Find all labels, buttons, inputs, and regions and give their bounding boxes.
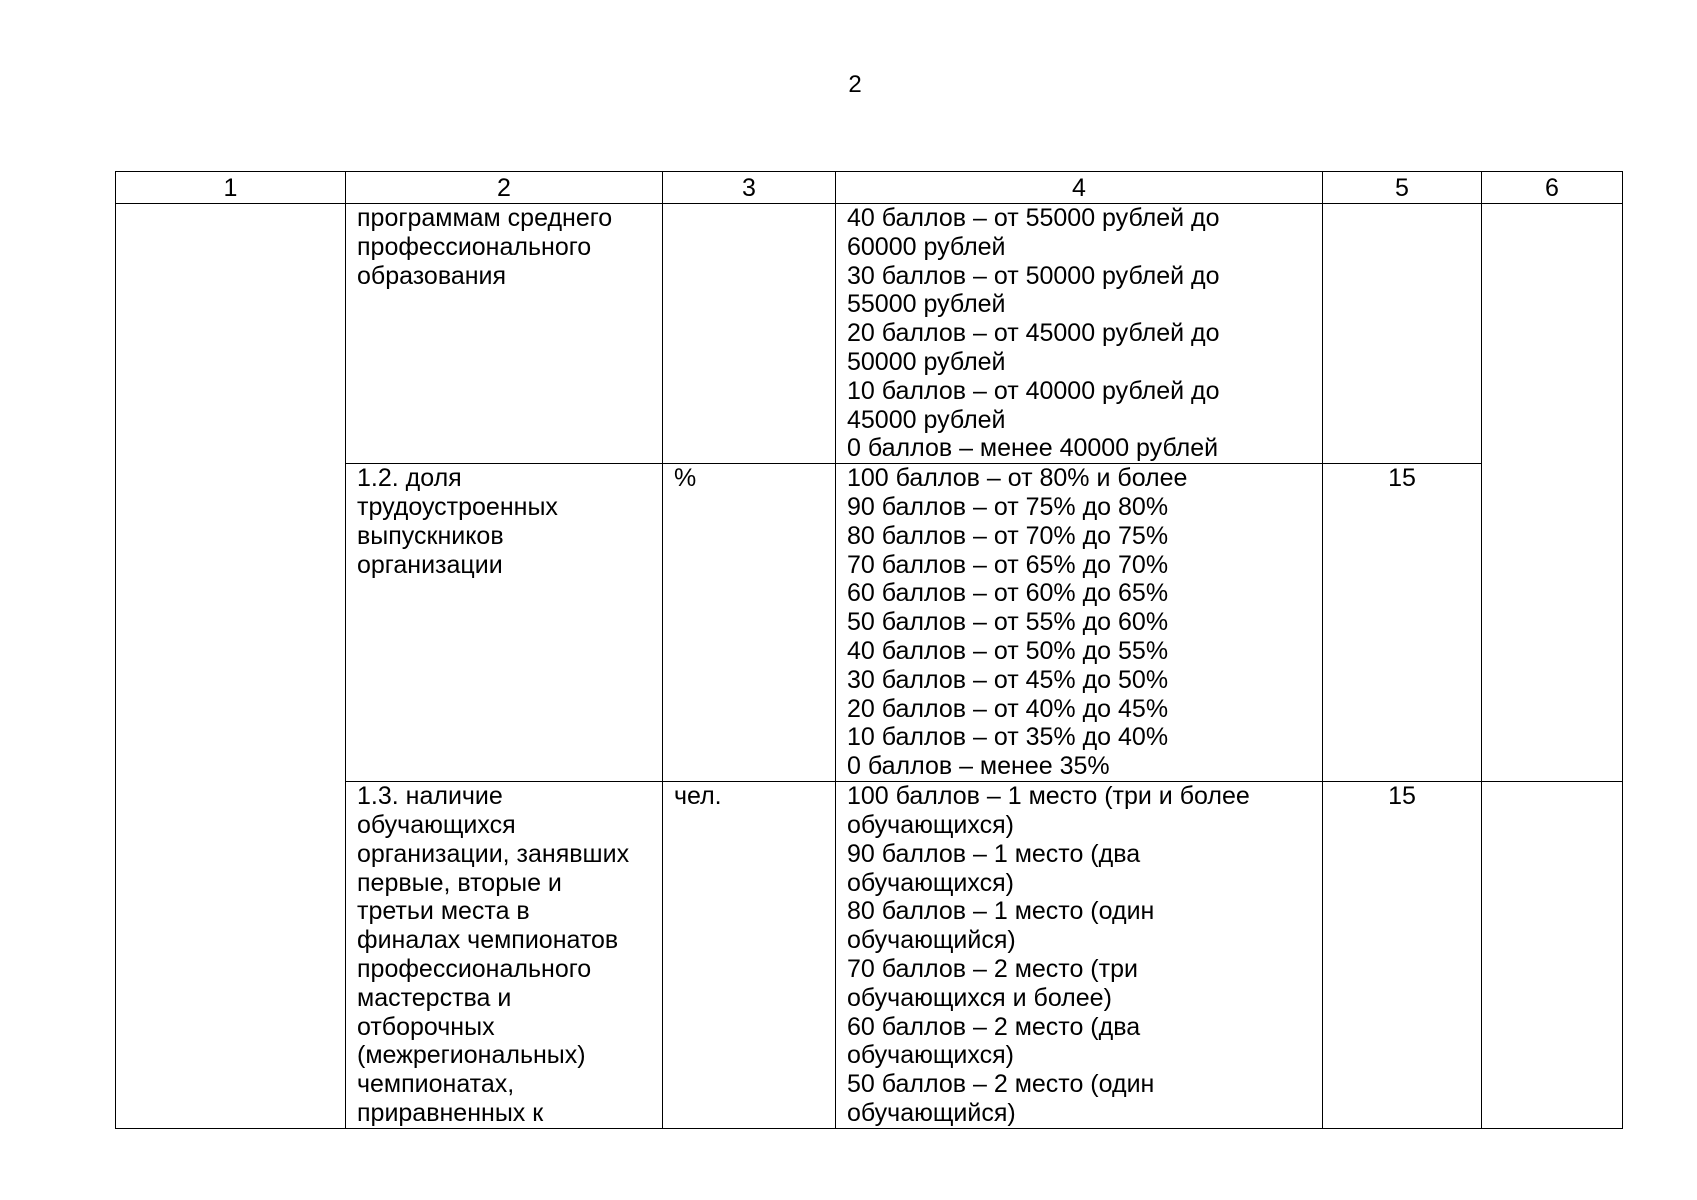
text-line: (межрегиональных) xyxy=(357,1041,586,1070)
text-line: организации xyxy=(357,550,503,579)
scale-cell xyxy=(836,464,1323,782)
indicator-cell xyxy=(346,782,663,1129)
scale-text xyxy=(836,782,1322,1128)
text-line: 60 баллов – 2 место (два xyxy=(847,1012,1141,1041)
text-line: обучающихся) xyxy=(847,1041,1014,1070)
text-line: 50 баллов – от 55% до 60% xyxy=(847,608,1169,637)
column-header-3: 3 xyxy=(663,172,836,204)
text-line: отборочных xyxy=(357,1012,495,1041)
text-line: организации, занявших xyxy=(357,839,630,868)
text-line: 90 баллов – от 75% до 80% xyxy=(847,492,1169,521)
text-line: 30 баллов – от 50000 рублей до xyxy=(847,261,1220,290)
text-line: 1.3. наличие xyxy=(357,782,503,811)
text-line: 100 баллов – от 80% и более xyxy=(847,464,1188,493)
text-line: 20 баллов – от 45000 рублей до xyxy=(847,319,1220,348)
text-line: 50000 рублей xyxy=(847,347,1006,376)
text-line: 45000 рублей xyxy=(847,405,1006,434)
column-header-6: 6 xyxy=(1482,172,1623,204)
text-line: 70 баллов – 2 место (три xyxy=(847,954,1138,983)
weight-text: 15 xyxy=(1388,782,1416,811)
unit-cell xyxy=(663,204,836,464)
text-line: 60 баллов – от 60% до 65% xyxy=(847,579,1169,608)
text-line: выпускников xyxy=(357,521,504,550)
text-line: мастерства и xyxy=(357,983,512,1012)
text-line: 30 баллов – от 45% до 50% xyxy=(847,665,1169,694)
column-header-4: 4 xyxy=(836,172,1323,204)
weight-cell xyxy=(1323,204,1482,464)
text-line: 60000 рублей xyxy=(847,232,1006,261)
text-line: 80 баллов – 1 место (один xyxy=(847,897,1155,926)
unit-cell xyxy=(663,782,836,1129)
group-cell xyxy=(116,204,346,1129)
weight-text: 15 xyxy=(1388,464,1416,493)
text-line: программам среднего xyxy=(357,204,613,232)
scale-cell xyxy=(836,782,1323,1129)
text-line: 100 баллов – 1 место (три и более xyxy=(847,782,1250,811)
text-line: финалах чемпионатов xyxy=(357,926,619,955)
text-line: 10 баллов – от 40000 рублей до xyxy=(847,376,1220,405)
text-line: 50 баллов – 2 место (один xyxy=(847,1070,1155,1099)
text-line: обучающихся и более) xyxy=(847,983,1112,1012)
criteria-table xyxy=(115,171,1623,1129)
text-line: 40 баллов – от 55000 рублей до xyxy=(847,204,1220,232)
text-line: третьи места в xyxy=(357,897,530,926)
unit-cell xyxy=(663,464,836,782)
text-line: профессионального xyxy=(357,232,592,261)
column-6-cell xyxy=(1482,204,1623,782)
indicator-text xyxy=(346,464,662,579)
text-line: первые, вторые и xyxy=(357,868,562,897)
text-line: 40 баллов – от 50% до 55% xyxy=(847,636,1169,665)
column-header-2: 2 xyxy=(346,172,663,204)
text-line: обучающихся) xyxy=(847,868,1014,897)
text-line: чемпионатах, xyxy=(357,1070,515,1099)
text-line: профессионального xyxy=(357,954,592,983)
text-line: обучающихся) xyxy=(847,810,1014,839)
column-header-1: 1 xyxy=(116,172,346,204)
text-line: трудоустроенных xyxy=(357,492,558,521)
table-row xyxy=(116,204,1623,464)
text-line: 55000 рублей xyxy=(847,290,1006,319)
text-line: 10 баллов – от 35% до 40% xyxy=(847,723,1169,752)
text-line: 0 баллов – менее 40000 рублей xyxy=(847,434,1219,463)
weight-cell xyxy=(1323,782,1482,1129)
text-line: 70 баллов – от 65% до 70% xyxy=(847,550,1169,579)
scale-text xyxy=(836,204,1322,463)
unit-text: % xyxy=(674,464,697,493)
scale-cell xyxy=(836,204,1323,464)
indicator-text xyxy=(346,204,662,290)
text-line: 1.2. доля xyxy=(357,464,462,493)
header-row xyxy=(116,172,1623,204)
column-header-5: 5 xyxy=(1323,172,1482,204)
text-line: обучающийся) xyxy=(847,926,1016,955)
page-number: 2 xyxy=(848,71,862,98)
indicator-cell xyxy=(346,464,663,782)
column-6-cell xyxy=(1482,782,1623,1129)
unit-text: чел. xyxy=(674,782,722,811)
weight-cell xyxy=(1323,464,1482,782)
text-line: 90 баллов – 1 место (два xyxy=(847,839,1141,868)
text-line: приравненных к xyxy=(357,1098,544,1127)
indicator-cell xyxy=(346,204,663,464)
text-line: 0 баллов – менее 35% xyxy=(847,752,1110,781)
text-line: 80 баллов – от 70% до 75% xyxy=(847,521,1169,550)
indicator-text xyxy=(346,782,662,1128)
text-line: обучающихся xyxy=(357,810,516,839)
text-line: образования xyxy=(357,261,507,290)
scale-text xyxy=(836,464,1322,781)
text-line: обучающийся) xyxy=(847,1098,1016,1127)
text-line: 20 баллов – от 40% до 45% xyxy=(847,694,1169,723)
